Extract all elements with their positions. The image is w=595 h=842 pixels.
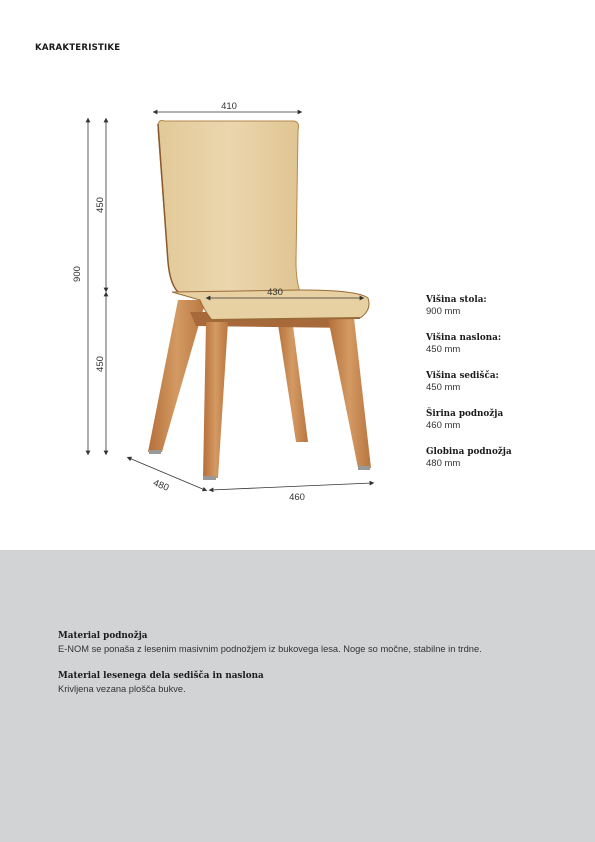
spec-value: 480 mm (426, 458, 461, 469)
spec-value: 450 mm (426, 382, 461, 393)
spec-value: 460 mm (426, 420, 461, 431)
material-text: E-NOM se ponaša z lesenim masivnim podnožjem iz bukovega lesa. Noge so močne, stabilne in trdne. (58, 644, 482, 654)
foot-cap (203, 476, 216, 480)
dim-base-width: 460 (289, 492, 305, 503)
dim-seat-width: 430 (267, 287, 283, 298)
materials-panel (0, 550, 595, 842)
dim-seat-height: 450 (95, 356, 106, 372)
foot-cap (149, 450, 161, 454)
spec-label: Višina sedišča: (426, 371, 499, 381)
spec-item (426, 332, 586, 356)
chair-illustration (148, 120, 371, 480)
page-heading: KARAKTERISTIKE (35, 43, 121, 53)
spec-label: Višina naslona: (426, 333, 502, 343)
foot-cap (358, 466, 370, 470)
back-right-leg (277, 318, 308, 442)
spec-label: Globina podnožja (426, 447, 512, 457)
dim-backrest-height: 450 (95, 197, 106, 213)
material-text: Krivljena vezana plošča bukve. (58, 684, 186, 694)
material-seat-back (58, 670, 578, 696)
spec-item (426, 446, 586, 470)
material-title: Material lesenega dela sedišča in naslona (58, 671, 264, 681)
spec-value: 450 mm (426, 344, 461, 355)
front-left-leg (203, 322, 228, 478)
dim-base-depth: 480 (151, 477, 171, 494)
spec-item (426, 408, 586, 432)
spec-list (426, 294, 586, 484)
backrest-shell (158, 120, 300, 292)
spec-item (426, 370, 586, 394)
dim-total-height: 900 (72, 266, 83, 282)
material-base (58, 630, 578, 656)
dim-back-width: 410 (221, 101, 237, 112)
material-title: Material podnožja (58, 631, 148, 641)
spec-item (426, 294, 586, 318)
front-right-leg (328, 318, 371, 468)
spec-value: 900 mm (426, 306, 461, 317)
spec-label: Višina stola: (426, 295, 487, 305)
spec-label: Širina podnožja (426, 409, 504, 419)
